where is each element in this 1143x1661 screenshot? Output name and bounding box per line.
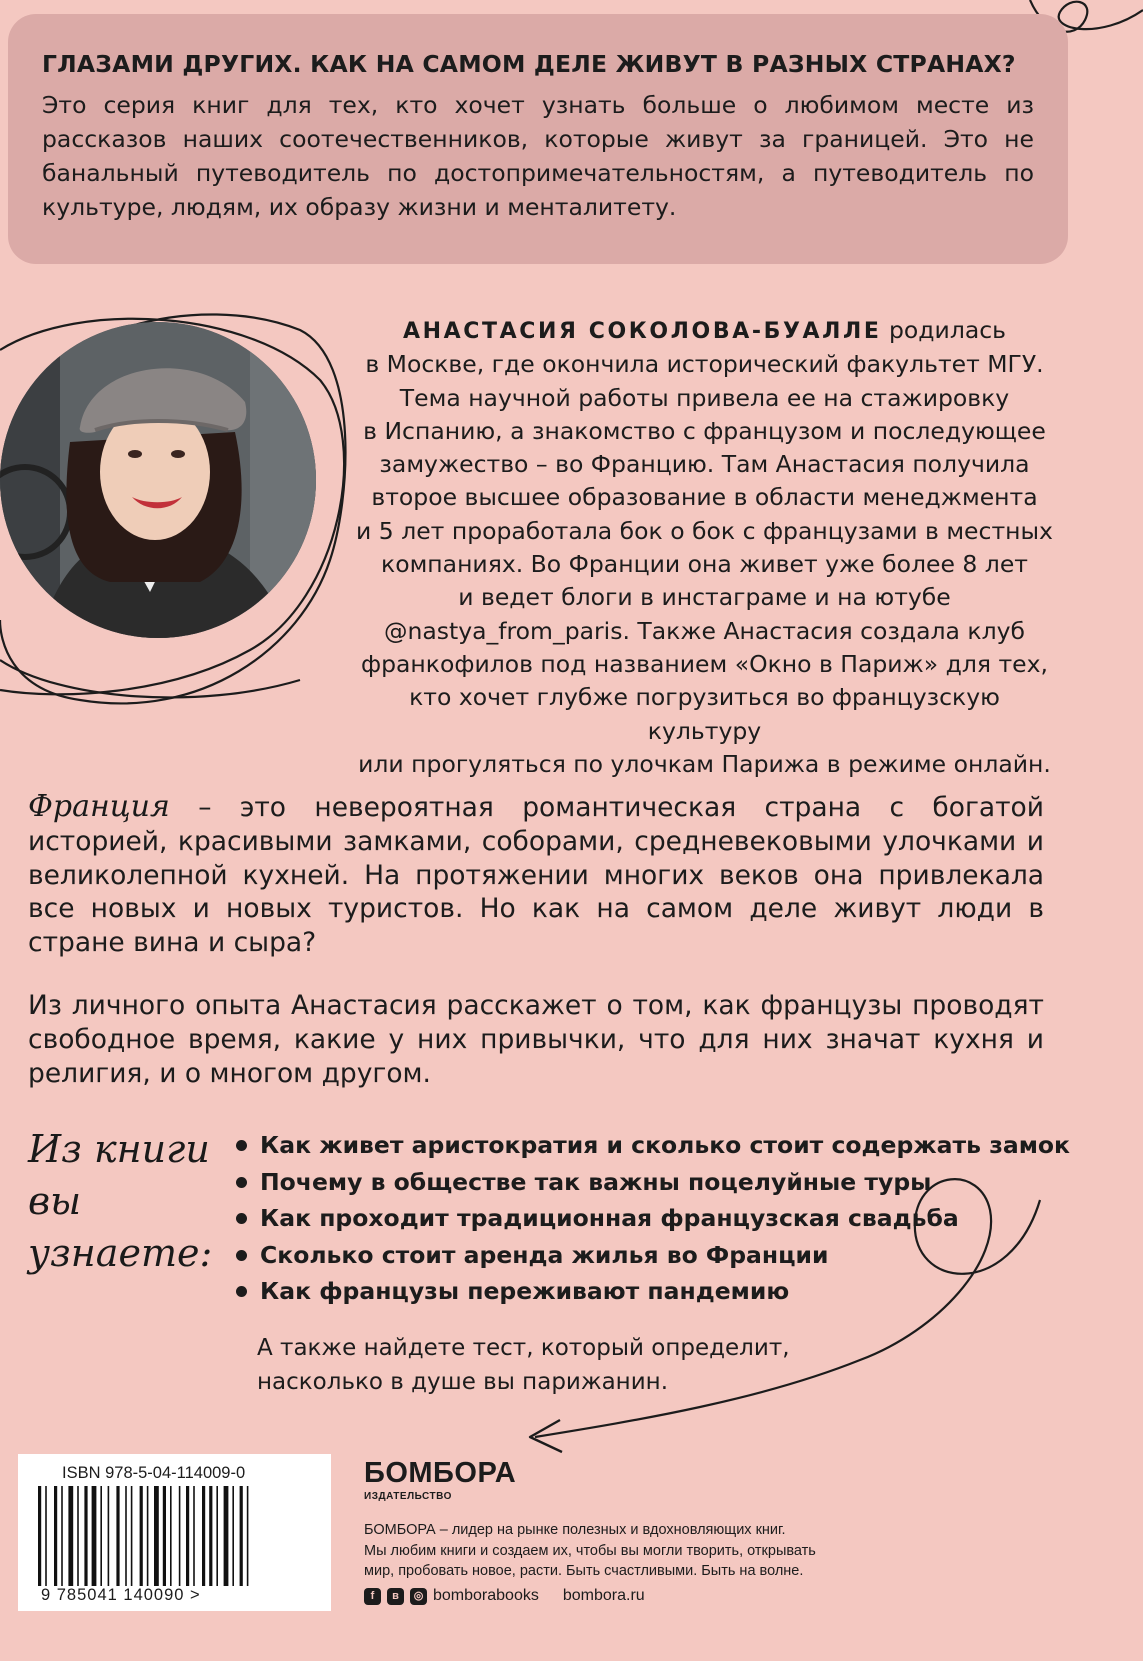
list-item: Почему в обществе так важны поцелуйные туры <box>230 1164 1070 1201</box>
learn-list <box>230 1127 1070 1310</box>
bio-line: замужество – во Францию. Там Анастасия получила <box>379 450 1030 479</box>
barcode-bar <box>84 1486 87 1586</box>
barcode-bars <box>34 1486 314 1586</box>
publisher-desc-line: БОМБОРА – лидер на рынке полезных и вдохновляющих книг. <box>364 1522 786 1538</box>
isbn-label: ISBN 978-5-04-114009-0 <box>62 1464 246 1482</box>
bio-line: родилась <box>889 316 1007 344</box>
barcode-bar <box>92 1486 97 1586</box>
bio-line: и 5 лет проработала бок о бок с французами в местных <box>356 516 1053 545</box>
barcode-bar <box>61 1486 63 1586</box>
barcode-bar <box>77 1486 79 1586</box>
barcode-bar <box>209 1486 212 1586</box>
series-box <box>8 14 1068 264</box>
barcode-bar <box>108 1486 110 1586</box>
barcode-bar <box>45 1486 47 1586</box>
list-item: Сколько стоит аренда жилья во Франции <box>230 1237 1070 1274</box>
barcode-bar <box>147 1486 149 1586</box>
list-item: Как проходит традиционная французская свадьба <box>230 1200 1070 1237</box>
also-line-1: А также найдете тест, который определит, <box>257 1335 790 1361</box>
author-name: АНАСТАСИЯ СОКОЛОВА-БУАЛЛЕ <box>402 319 882 344</box>
instagram-icon[interactable]: ◎ <box>410 1588 427 1605</box>
barcode-bar <box>224 1486 229 1586</box>
barcode-bar <box>125 1486 127 1586</box>
bio-line: в Испанию, а знакомство с французом и последующее <box>363 416 1046 445</box>
bio-line: в Москве, где окончила исторический факультет МГУ. <box>365 350 1044 379</box>
barcode-bar <box>240 1486 243 1586</box>
barcode-bar <box>170 1486 172 1586</box>
list-item: Как французы переживают пандемию <box>230 1273 1070 1310</box>
barcode-bar <box>116 1486 119 1586</box>
social-handle[interactable]: bomborabooks <box>433 1587 539 1604</box>
bio-line: или прогуляться по улочкам Парижа в режиме онлайн. <box>358 749 1051 778</box>
also-text <box>257 1331 877 1399</box>
about-paragraph-1-text: – это невероятная романтическая страна с богатой историей, красивыми замками, соборами, средневековыми улочками и великолепной кухней. На протяжении многих веков она привлекала все новых и новых туристов. Но как на самом деле живут люди в стране вина и сыра? <box>28 792 1044 959</box>
barcode-bar <box>202 1486 205 1586</box>
about-paragraph-2: Из личного опыта Анастасия расскажет о том, как французы проводят свободное время, какие у них привычки, что для них значат кухня и религия, и о многом другом. <box>28 990 1044 1089</box>
author-photo <box>0 322 316 638</box>
barcode-bar <box>38 1486 41 1586</box>
barcode-bar <box>247 1486 249 1586</box>
vk-icon[interactable]: в <box>387 1588 404 1605</box>
france-script-word: Франция <box>28 789 170 824</box>
publisher-description <box>364 1520 904 1582</box>
facebook-icon[interactable]: f <box>364 1588 381 1605</box>
barcode-bar <box>193 1486 195 1586</box>
learn-heading-line-1: Из книги <box>28 1127 210 1171</box>
publisher-subtitle: ИЗДАТЕЛЬСТВО <box>364 1491 452 1502</box>
author-bio <box>352 314 1057 781</box>
publisher-desc-line: Мы любим книги и создаем их, чтобы вы могли творить, открывать <box>364 1542 816 1559</box>
series-text: Это серия книг для тех, кто хочет узнать больше о любимом месте из рассказов наших соотечественников, которые живут за границей. Это не банальный путеводитель по достопримечательностям, а путеводитель по культуре, людям, их образу жизни и менталитету. <box>42 91 1034 221</box>
bio-line: Тема научной работы привела ее на стажировку <box>399 383 1010 412</box>
bio-line: франкофилов под названием «Окно в Париж» для тех, <box>361 649 1048 678</box>
barcode-bar <box>68 1486 73 1586</box>
bio-line: второе высшее образование в области менеджмента <box>371 483 1038 512</box>
website-link[interactable]: bombora.ru <box>562 1587 645 1604</box>
learn-heading <box>28 1123 228 1279</box>
about-paragraph-1 <box>28 790 1044 960</box>
bio-line: компаниях. Во Франции она живет уже более 8 лет <box>381 550 1028 579</box>
bio-line: и ведет блоги в инстаграме и на ютубе <box>458 583 951 612</box>
publisher-desc-line: мир, пробовать новое, расти. Быть счастливыми. Быть на волне. <box>364 1563 804 1579</box>
barcode-digits: 9 785041 140090 > <box>41 1586 201 1604</box>
also-line-2: насколько в душе вы парижанин. <box>257 1369 669 1395</box>
barcode-bar <box>131 1486 133 1586</box>
list-item: Как живет аристократия и сколько стоит содержать замок <box>230 1127 1070 1164</box>
barcode-bar <box>163 1486 166 1586</box>
barcode-bar <box>154 1486 159 1586</box>
barcode-bar <box>140 1486 143 1586</box>
series-title: ГЛАЗАМИ ДРУГИХ. КАК НА САМОМ ДЕЛЕ ЖИВУТ В РАЗНЫХ СТРАНАХ? <box>42 50 1016 78</box>
barcode-bar <box>100 1486 102 1586</box>
bio-line: кто хочет глубже погрузиться во французскую культуру <box>409 683 1000 745</box>
barcode-bar <box>186 1486 189 1586</box>
barcode-bar <box>54 1486 57 1586</box>
barcode-bar <box>216 1486 218 1586</box>
barcode-bar <box>179 1486 181 1586</box>
publisher-logo: БОМБОРА <box>364 1457 517 1489</box>
publisher-links <box>364 1587 645 1605</box>
bio-line: @nastya_from_paris. Также Анастасия создала клуб <box>383 616 1026 645</box>
barcode <box>18 1454 331 1611</box>
learn-heading-line-2: вы узнаете: <box>28 1179 213 1275</box>
barcode-bar <box>232 1486 234 1586</box>
